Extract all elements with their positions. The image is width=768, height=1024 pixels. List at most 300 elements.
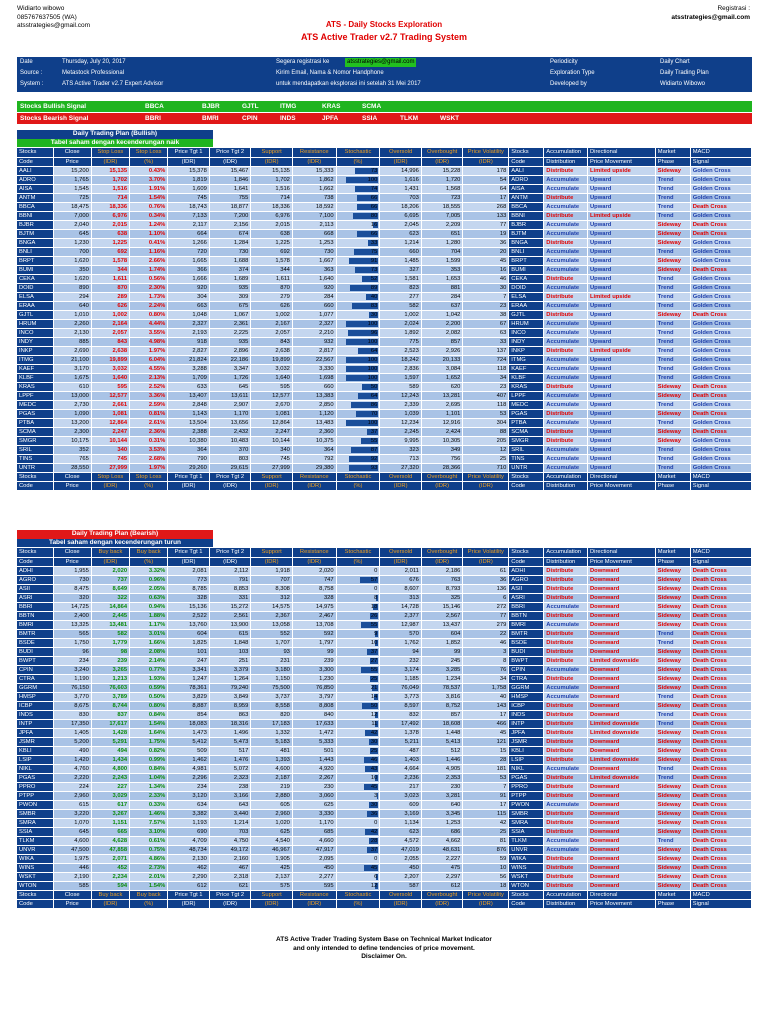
table-cell: Limited upside xyxy=(587,211,655,220)
table-cell: 2,296 xyxy=(168,773,210,782)
table-cell: 2.30% xyxy=(130,283,168,292)
table-cell: Upward xyxy=(587,373,655,382)
table-cell: 7,200 xyxy=(209,211,251,220)
table-cell: Golden Cross xyxy=(690,166,751,175)
table-cell: 366 xyxy=(168,265,210,274)
table-cell: 660 xyxy=(380,247,422,256)
table-cell: 3,330 xyxy=(292,364,336,373)
table-row[interactable] xyxy=(17,355,752,364)
table-cell: 12 xyxy=(463,445,509,454)
table-cell: 2.13% xyxy=(130,373,168,382)
table-cell: Limited upside xyxy=(587,346,655,355)
table-row[interactable] xyxy=(17,638,752,647)
table-cell: 1,378 xyxy=(380,728,422,737)
column-header: (IDR) xyxy=(380,157,422,166)
table-cell: WIKA xyxy=(509,854,544,863)
table-cell: Sideway xyxy=(655,809,690,818)
table-row[interactable] xyxy=(17,665,752,674)
table-cell: Trend xyxy=(655,247,690,256)
table-cell: GJTL xyxy=(509,310,544,319)
table-row[interactable] xyxy=(17,728,752,737)
table-row[interactable] xyxy=(17,175,752,184)
table-row[interactable] xyxy=(17,620,752,629)
table-cell: 3,379 xyxy=(209,665,251,674)
table-row[interactable] xyxy=(17,184,752,193)
table-cell: PTPP xyxy=(509,791,544,800)
table-cell: 304 xyxy=(463,418,509,427)
table-cell: Trend xyxy=(655,346,690,355)
table-cell: Upward xyxy=(587,247,655,256)
table-row[interactable] xyxy=(17,319,752,328)
table-cell: 481 xyxy=(251,746,293,755)
table-cell: 2,243 xyxy=(91,773,129,782)
table-row[interactable] xyxy=(17,301,752,310)
table-cell: 14,728 xyxy=(380,602,422,611)
table-row[interactable] xyxy=(17,764,752,773)
table-cell: Upward xyxy=(587,175,655,184)
table-cell: Death Cross xyxy=(690,872,751,881)
table-cell: 1,214 xyxy=(380,238,422,247)
table-cell: Distribute xyxy=(544,791,588,800)
table-cell: 651 xyxy=(421,229,463,238)
table-cell: 22,567 xyxy=(292,355,336,364)
table-cell: 78,537 xyxy=(421,683,463,692)
table-cell: 638 xyxy=(91,229,129,238)
table-cell: BWPT xyxy=(17,656,53,665)
table-cell: PWON xyxy=(509,800,544,809)
table-cell: 745 xyxy=(168,193,210,202)
table-row[interactable] xyxy=(17,382,752,391)
table-cell: Accumulate xyxy=(544,418,588,427)
table-cell: BNGA xyxy=(509,238,544,247)
dev-label: Developed by xyxy=(550,81,587,87)
table-cell: Upward xyxy=(587,391,655,400)
table-cell: 8,675 xyxy=(53,701,91,710)
table-row[interactable] xyxy=(17,337,752,346)
column-header: Accumulation xyxy=(544,472,588,481)
table-cell: Accumulate xyxy=(544,683,588,692)
register-email[interactable]: atsstrategies@gmail.com xyxy=(671,13,750,21)
table-row[interactable] xyxy=(17,809,752,818)
table-row[interactable] xyxy=(17,166,752,175)
table-row[interactable] xyxy=(17,454,752,463)
table-cell: Death Cross xyxy=(690,265,751,274)
table-cell: 5,413 xyxy=(421,737,463,746)
column-header: Support xyxy=(251,890,293,899)
table-cell: 2.08% xyxy=(130,647,168,656)
table-row[interactable] xyxy=(17,238,752,247)
table-row[interactable] xyxy=(17,872,752,881)
table-cell: Sideway xyxy=(655,166,690,175)
table-cell: 604 xyxy=(168,629,210,638)
table-cell: Trend xyxy=(655,764,690,773)
table-cell: 756 xyxy=(421,454,463,463)
table-cell: INKP xyxy=(509,346,544,355)
table-cell: Sideway xyxy=(655,845,690,854)
table-row[interactable] xyxy=(17,755,752,764)
table-cell: Golden Cross xyxy=(690,364,751,373)
table-cell: 3,773 xyxy=(380,692,422,701)
table-cell: Death Cross xyxy=(690,827,751,836)
table-cell: 13,000 xyxy=(53,391,91,400)
table-cell: 1,225 xyxy=(91,238,129,247)
column-header: Stocks xyxy=(509,548,544,557)
table-cell: 0.31% xyxy=(130,436,168,445)
table-cell: Sideway xyxy=(655,647,690,656)
table-row[interactable] xyxy=(17,854,752,863)
table-cell: Sideway xyxy=(655,881,690,890)
table-cell: Golden Cross xyxy=(690,274,751,283)
table-cell: Upward xyxy=(587,220,655,229)
table-cell: GJTL xyxy=(17,310,53,319)
table-row[interactable] xyxy=(17,773,752,782)
table-cell: 8 xyxy=(463,656,509,665)
table-cell: 2,057 xyxy=(251,328,293,337)
column-header: Price xyxy=(53,481,91,490)
table-cell: Distribute xyxy=(544,593,588,602)
table-cell: 1,150 xyxy=(251,674,293,683)
table-cell: Downward xyxy=(587,827,655,836)
table-cell: 745 xyxy=(91,454,129,463)
table-row[interactable] xyxy=(17,737,752,746)
table-row[interactable] xyxy=(17,746,752,755)
table-cell: 1.75% xyxy=(130,737,168,746)
table-cell: Upward xyxy=(587,463,655,472)
table-cell: ERAA xyxy=(509,301,544,310)
table-cell: 6.04% xyxy=(130,355,168,364)
table-cell: Downward xyxy=(587,665,655,674)
table-row[interactable] xyxy=(17,566,752,575)
table-cell: 232 xyxy=(380,656,422,665)
table-cell: 76 xyxy=(463,665,509,674)
table-cell: TLKM xyxy=(509,836,544,845)
table-row[interactable] xyxy=(17,791,752,800)
column-header: (IDR) xyxy=(209,481,251,490)
table-cell: LPPF xyxy=(509,391,544,400)
table-cell: 30 xyxy=(336,310,380,319)
table-cell: 27,999 xyxy=(251,463,293,472)
table-cell: 1,039 xyxy=(380,409,422,418)
table-row[interactable] xyxy=(17,683,752,692)
table-cell: 64 xyxy=(336,391,380,400)
table-cell: Upward xyxy=(587,364,655,373)
table-cell: 91 xyxy=(336,256,380,265)
table-cell: 15,146 xyxy=(421,602,463,611)
table-cell: 2,896 xyxy=(209,346,251,355)
table-cell: 0.99% xyxy=(130,755,168,764)
table-cell: 294 xyxy=(53,292,91,301)
table-cell: 4,600 xyxy=(53,836,91,845)
table-row[interactable] xyxy=(17,836,752,845)
table-header-subrow xyxy=(17,157,752,166)
table-cell: 73 xyxy=(336,166,380,175)
table-row[interactable] xyxy=(17,292,752,301)
table-cell: SMBR xyxy=(17,809,53,818)
table-row[interactable] xyxy=(17,593,752,602)
table-cell: 13,407 xyxy=(168,391,210,400)
table-row[interactable] xyxy=(17,283,752,292)
table-cell: WIKA xyxy=(17,854,53,863)
table-cell: 2,187 xyxy=(251,773,293,782)
period-label: Periodicity xyxy=(550,59,578,65)
table-row[interactable] xyxy=(17,373,752,382)
table-row[interactable] xyxy=(17,647,752,656)
table-row[interactable] xyxy=(17,211,752,220)
table-cell: 1.74% xyxy=(130,265,168,274)
table-cell: 7 xyxy=(463,292,509,301)
table-cell: 1,905 xyxy=(251,854,293,863)
table-cell: Trend xyxy=(655,445,690,454)
table-row[interactable] xyxy=(17,400,752,409)
table-cell: 100 xyxy=(336,364,380,373)
table-cell: Trend xyxy=(655,710,690,719)
column-header: (IDR) xyxy=(251,557,293,566)
table-cell: 37 xyxy=(336,427,380,436)
bullish-title-line-1: Daily Trading Plan (Bullish) xyxy=(72,130,158,137)
table-cell: 2,210 xyxy=(292,328,336,337)
register-mail[interactable]: atsstrategies@gmail.com xyxy=(347,59,415,65)
table-row[interactable] xyxy=(17,193,752,202)
table-row[interactable] xyxy=(17,845,752,854)
table-cell: 1.34% xyxy=(130,782,168,791)
table-cell: Sideway xyxy=(655,611,690,620)
table-cell: 1,675 xyxy=(53,373,91,382)
column-header: Price Movement xyxy=(587,157,655,166)
table-row[interactable] xyxy=(17,719,752,728)
table-cell: 13,281 xyxy=(421,391,463,400)
table-cell: 2,040 xyxy=(53,220,91,229)
table-cell: 3,737 xyxy=(251,692,293,701)
table-cell: 1,253 xyxy=(421,818,463,827)
table-cell: 3,382 xyxy=(168,809,210,818)
table-cell: 30 xyxy=(463,283,509,292)
table-cell: 56 xyxy=(463,872,509,881)
table-cell: 2,638 xyxy=(91,346,129,355)
table-cell: 14,575 xyxy=(251,602,293,611)
column-header: Signal xyxy=(690,481,751,490)
table-row[interactable] xyxy=(17,863,752,872)
table-row[interactable] xyxy=(17,710,752,719)
table-cell: 18,336 xyxy=(91,202,129,211)
table-cell: 0 xyxy=(336,854,380,863)
table-cell: Death Cross xyxy=(690,809,751,818)
table-cell: SMRA xyxy=(17,818,53,827)
table-cell: 2,561 xyxy=(209,611,251,620)
bullish-signal-label: Stocks Bullish Signal xyxy=(20,103,87,110)
table-cell: 703 xyxy=(209,827,251,836)
column-header: (IDR) xyxy=(292,481,336,490)
table-row[interactable] xyxy=(17,827,752,836)
table-row[interactable] xyxy=(17,656,752,665)
table-row[interactable] xyxy=(17,346,752,355)
table-row[interactable] xyxy=(17,391,752,400)
date-value: Thursday, July 20, 2017 xyxy=(62,59,126,65)
column-header: Distribution xyxy=(544,481,588,490)
table-cell: 205 xyxy=(463,436,509,445)
table-cell: 1,578 xyxy=(91,256,129,265)
table-row[interactable] xyxy=(17,818,752,827)
table-cell: 1,609 xyxy=(168,184,210,193)
table-cell: 3,032 xyxy=(91,364,129,373)
table-cell: 612 xyxy=(168,881,210,890)
table-cell: 50 xyxy=(336,701,380,710)
table-row[interactable] xyxy=(17,463,752,472)
table-cell: Sideway xyxy=(655,584,690,593)
column-header: (%) xyxy=(336,481,380,490)
table-row[interactable] xyxy=(17,800,752,809)
table-cell: 2,367 xyxy=(251,611,293,620)
table-cell: 91 xyxy=(463,791,509,800)
table-cell: 8,558 xyxy=(251,701,293,710)
table-cell: 344 xyxy=(251,265,293,274)
column-header: Code xyxy=(509,899,544,908)
table-cell: 2,836 xyxy=(380,364,422,373)
table-row[interactable] xyxy=(17,202,752,211)
table-cell: 5,291 xyxy=(91,737,129,746)
table-cell: Accumulate xyxy=(544,665,588,674)
column-header: MACD xyxy=(690,472,751,481)
table-cell: 45 xyxy=(463,728,509,737)
table-cell: 46 xyxy=(463,638,509,647)
table-row[interactable] xyxy=(17,265,752,274)
table-row[interactable] xyxy=(17,274,752,283)
table-cell: Death Cross xyxy=(690,881,751,890)
table-row[interactable] xyxy=(17,701,752,710)
table-cell: 604 xyxy=(421,629,463,638)
table-cell: 28,550 xyxy=(53,463,91,472)
table-cell: Limited downside xyxy=(587,755,655,764)
table-row[interactable] xyxy=(17,418,752,427)
table-cell: 1,496 xyxy=(209,728,251,737)
table-cell: 13,325 xyxy=(53,620,91,629)
table-cell: 2.14% xyxy=(130,656,168,665)
table-cell: Trend xyxy=(655,773,690,782)
table-row[interactable] xyxy=(17,445,752,454)
table-cell: Sideway xyxy=(655,656,690,665)
table-cell: JSMR xyxy=(17,737,53,746)
table-cell: 36 xyxy=(463,238,509,247)
table-cell: 3,440 xyxy=(209,809,251,818)
table-cell: 4,540 xyxy=(251,836,293,845)
table-cell: PPRO xyxy=(509,782,544,791)
table-cell: 16 xyxy=(336,220,380,229)
column-header: (IDR) xyxy=(292,557,336,566)
table-cell: 446 xyxy=(53,863,91,872)
table-cell: 2,247 xyxy=(91,427,129,436)
table-row[interactable] xyxy=(17,256,752,265)
table-cell: ASRI xyxy=(17,593,53,602)
column-header: Close xyxy=(53,548,91,557)
table-cell: Upward xyxy=(587,382,655,391)
column-header: Market xyxy=(655,148,690,157)
table-row[interactable] xyxy=(17,310,752,319)
page-title xyxy=(0,19,768,43)
table-cell: 42 xyxy=(336,827,380,836)
table-row[interactable] xyxy=(17,220,752,229)
table-cell: 737 xyxy=(91,575,129,584)
table-cell: 747 xyxy=(292,575,336,584)
table-cell: 49,172 xyxy=(209,845,251,854)
table-cell: 0.77% xyxy=(130,665,168,674)
table-cell: BJBR xyxy=(509,220,544,229)
table-cell: 1.97% xyxy=(130,463,168,472)
table-cell: 66 xyxy=(336,202,380,211)
table-row[interactable] xyxy=(17,247,752,256)
table-cell: Sideway xyxy=(655,229,690,238)
table-cell: 76,603 xyxy=(91,683,129,692)
table-cell: Sideway xyxy=(655,566,690,575)
table-cell: 1,545 xyxy=(53,184,91,193)
table-cell: 1,230 xyxy=(53,238,91,247)
table-cell: 0.63% xyxy=(130,593,168,602)
table-row[interactable] xyxy=(17,584,752,593)
bullish-title-line-2: Tabel saham dengan kecenderungan naik xyxy=(17,139,213,148)
table-cell: Sideway xyxy=(655,782,690,791)
table-cell: 1,688 xyxy=(209,256,251,265)
table-row[interactable] xyxy=(17,881,752,890)
table-cell: 2.68% xyxy=(130,454,168,463)
table-cell: Sideway xyxy=(655,620,690,629)
table-row[interactable] xyxy=(17,409,752,418)
table-row[interactable] xyxy=(17,611,752,620)
bullish-ticker: BJBR xyxy=(202,103,220,110)
table-cell: 730 xyxy=(209,247,251,256)
table-cell: PGAS xyxy=(17,773,53,782)
table-row[interactable] xyxy=(17,427,752,436)
column-header: Resistance xyxy=(292,548,336,557)
bullish-signal-bar xyxy=(17,101,752,112)
column-header: Price xyxy=(53,899,91,908)
table-cell: 885 xyxy=(53,337,91,346)
table-row[interactable] xyxy=(17,229,752,238)
table-cell: 1,225 xyxy=(251,238,293,247)
table-cell: 21 xyxy=(336,683,380,692)
table-cell: Limited downside xyxy=(587,719,655,728)
table-row[interactable] xyxy=(17,692,752,701)
table-cell: Sideway xyxy=(655,220,690,229)
table-row[interactable] xyxy=(17,436,752,445)
table-cell: 1,143 xyxy=(168,409,210,418)
table-cell: 2,160 xyxy=(209,854,251,863)
table-cell: 2,167 xyxy=(251,319,293,328)
table-row[interactable] xyxy=(17,328,752,337)
column-header: Overbought xyxy=(421,548,463,557)
column-header: (IDR) xyxy=(421,899,463,908)
table-cell: BBTN xyxy=(17,611,53,620)
table-row[interactable] xyxy=(17,629,752,638)
table-cell: INTP xyxy=(509,719,544,728)
table-row[interactable] xyxy=(17,364,752,373)
column-header: (IDR) xyxy=(91,557,129,566)
table-row[interactable] xyxy=(17,782,752,791)
table-cell: Trend xyxy=(655,274,690,283)
table-cell: Death Cross xyxy=(690,656,751,665)
table-cell: 15,136 xyxy=(168,602,210,611)
table-cell: 745 xyxy=(251,454,293,463)
table-cell: PWON xyxy=(17,800,53,809)
table-cell: 1,709 xyxy=(168,373,210,382)
table-row[interactable] xyxy=(17,674,752,683)
table-cell: 8,959 xyxy=(209,701,251,710)
table-cell: 6,976 xyxy=(91,211,129,220)
table-row[interactable] xyxy=(17,575,752,584)
table-cell: 100 xyxy=(336,373,380,382)
column-header: (%) xyxy=(130,481,168,490)
table-cell: 1,611 xyxy=(251,274,293,283)
table-row[interactable] xyxy=(17,602,752,611)
table-cell: 137 xyxy=(463,346,509,355)
table-cell: 1.16% xyxy=(130,247,168,256)
